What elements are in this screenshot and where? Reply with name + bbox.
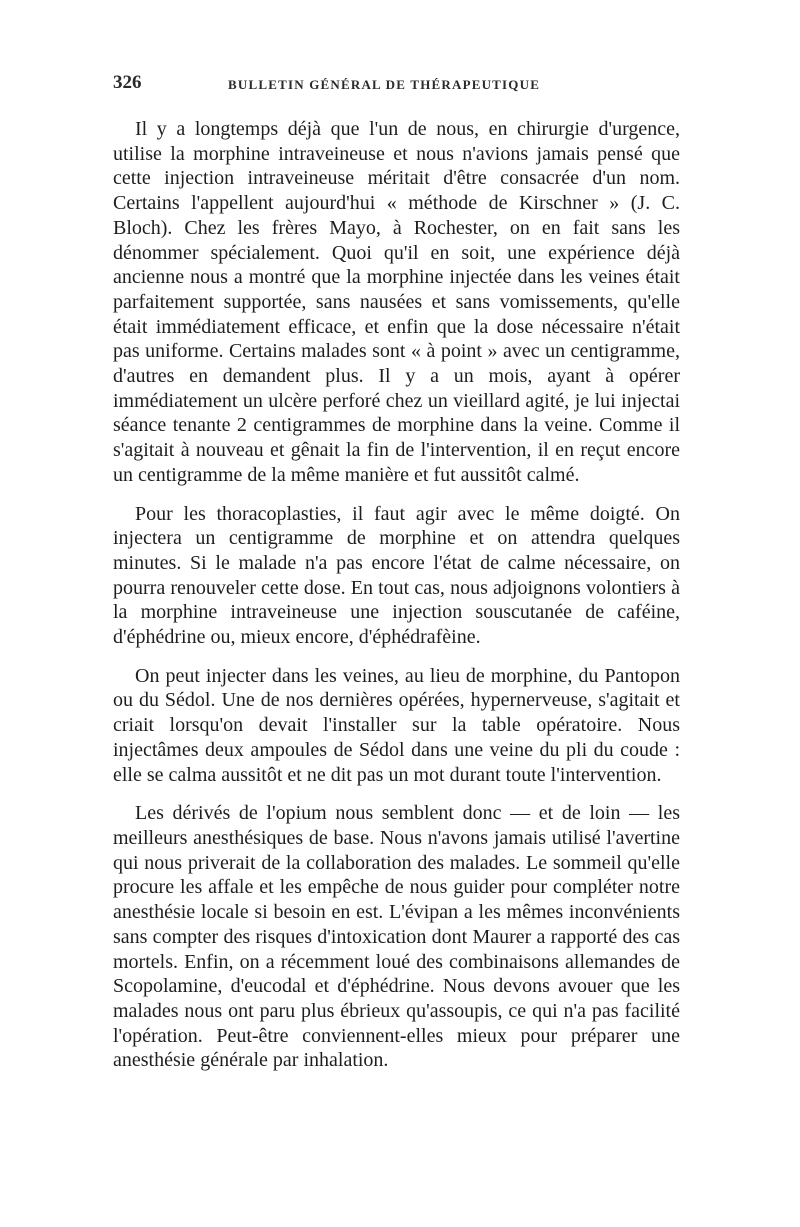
paragraph-derives-opium: Les dérivés de l'opium nous semblent donc — et de loin — les meilleurs anesthésiques de base. Nous n'avons jamais utilisé l'avertine qui nous priverait de la collaboration des malades. Le sommeil qu'elle procure les affale et les empêche de nous guider pour compléter notre anesthésie locale si besoin en est. L'évipan a les mêmes inconvénients sans compter des risques d'intoxication dont Maurer a rapporté des cas mortels. Enfin, on a récemment loué des combinaisons allemandes de Scopolamine, d'eucodal et d'éphédrine. Nous devons avouer que les malades nous ont paru plus ébrieux qu'assoupis, ce qui n'a pas facilité l'opération. Peut-être conviennent-elles mieux pour préparer une anesthésie générale par inhalation. [113, 802, 680, 1072]
body-text [113, 117, 680, 1073]
paragraph-thoracoplasties: Pour les thoracoplasties, il faut agir avec le même doigté. On injectera un centigramme de morphine et on attendra quelques minutes. Si le malade n'a pas encore l'état de calme nécessaire, on pourra renouveler cette dose. En tout cas, nous adjoignons volontiers à la morphine intraveineuse une injection souscutanée de caféine, d'éphédrine ou, mieux encore, d'éphédrafèine. [113, 502, 680, 649]
paragraph-pantopon-sedol: On peut injecter dans les veines, au lieu de morphine, du Pantopon ou du Sédol. Une de nos dernières opérées, hypernerveuse, s'agitait et criait lorsqu'on devait l'installer sur la table opératoire. Nous injectâmes deux ampoules de Sédol dans une veine du pli du coude : elle se calma aussitôt et ne dit pas un mot durant toute l'intervention. [113, 664, 680, 786]
paragraph-morphine-intraveineuse: Il y a longtemps déjà que l'un de nous, en chirurgie d'urgence, utilise la morphine intraveineuse et nous n'avions jamais pensé que cette injection intraveineuse méritait d'être consacrée d'un nom. Certains l'appellent aujourd'hui « méthode de Kirschner » (J. C. Bloch). Chez les frères Mayo, à Rochester, on en fait sans les dénommer spécialement. Quoi qu'il en soit, une expérience déjà ancienne nous a montré que la morphine injectée dans les veines était parfaitement supportée, sans nausées et sans vomissements, qu'elle était immédiatement efficace, et enfin que la dose nécessaire n'était pas uniforme. Certains malades sont « à point » avec un centigramme, d'autres en demandent plus. Il y a un mois, ayant à opérer immédiatement un ulcère perforé chez un vieillard agité, je lui injectai séance tenante 2 centigrammes de morphine dans la veine. Comme il s'agitait à nouveau et gênait la fin de l'intervention, il en reçut encore un centigramme de la même manière et fut aussitôt calmé. [113, 118, 680, 486]
page-header [113, 72, 680, 102]
running-title: BULLETIN GÉNÉRAL DE THÉRAPEUTIQUE [228, 77, 541, 92]
page-number: 326 [113, 72, 142, 93]
